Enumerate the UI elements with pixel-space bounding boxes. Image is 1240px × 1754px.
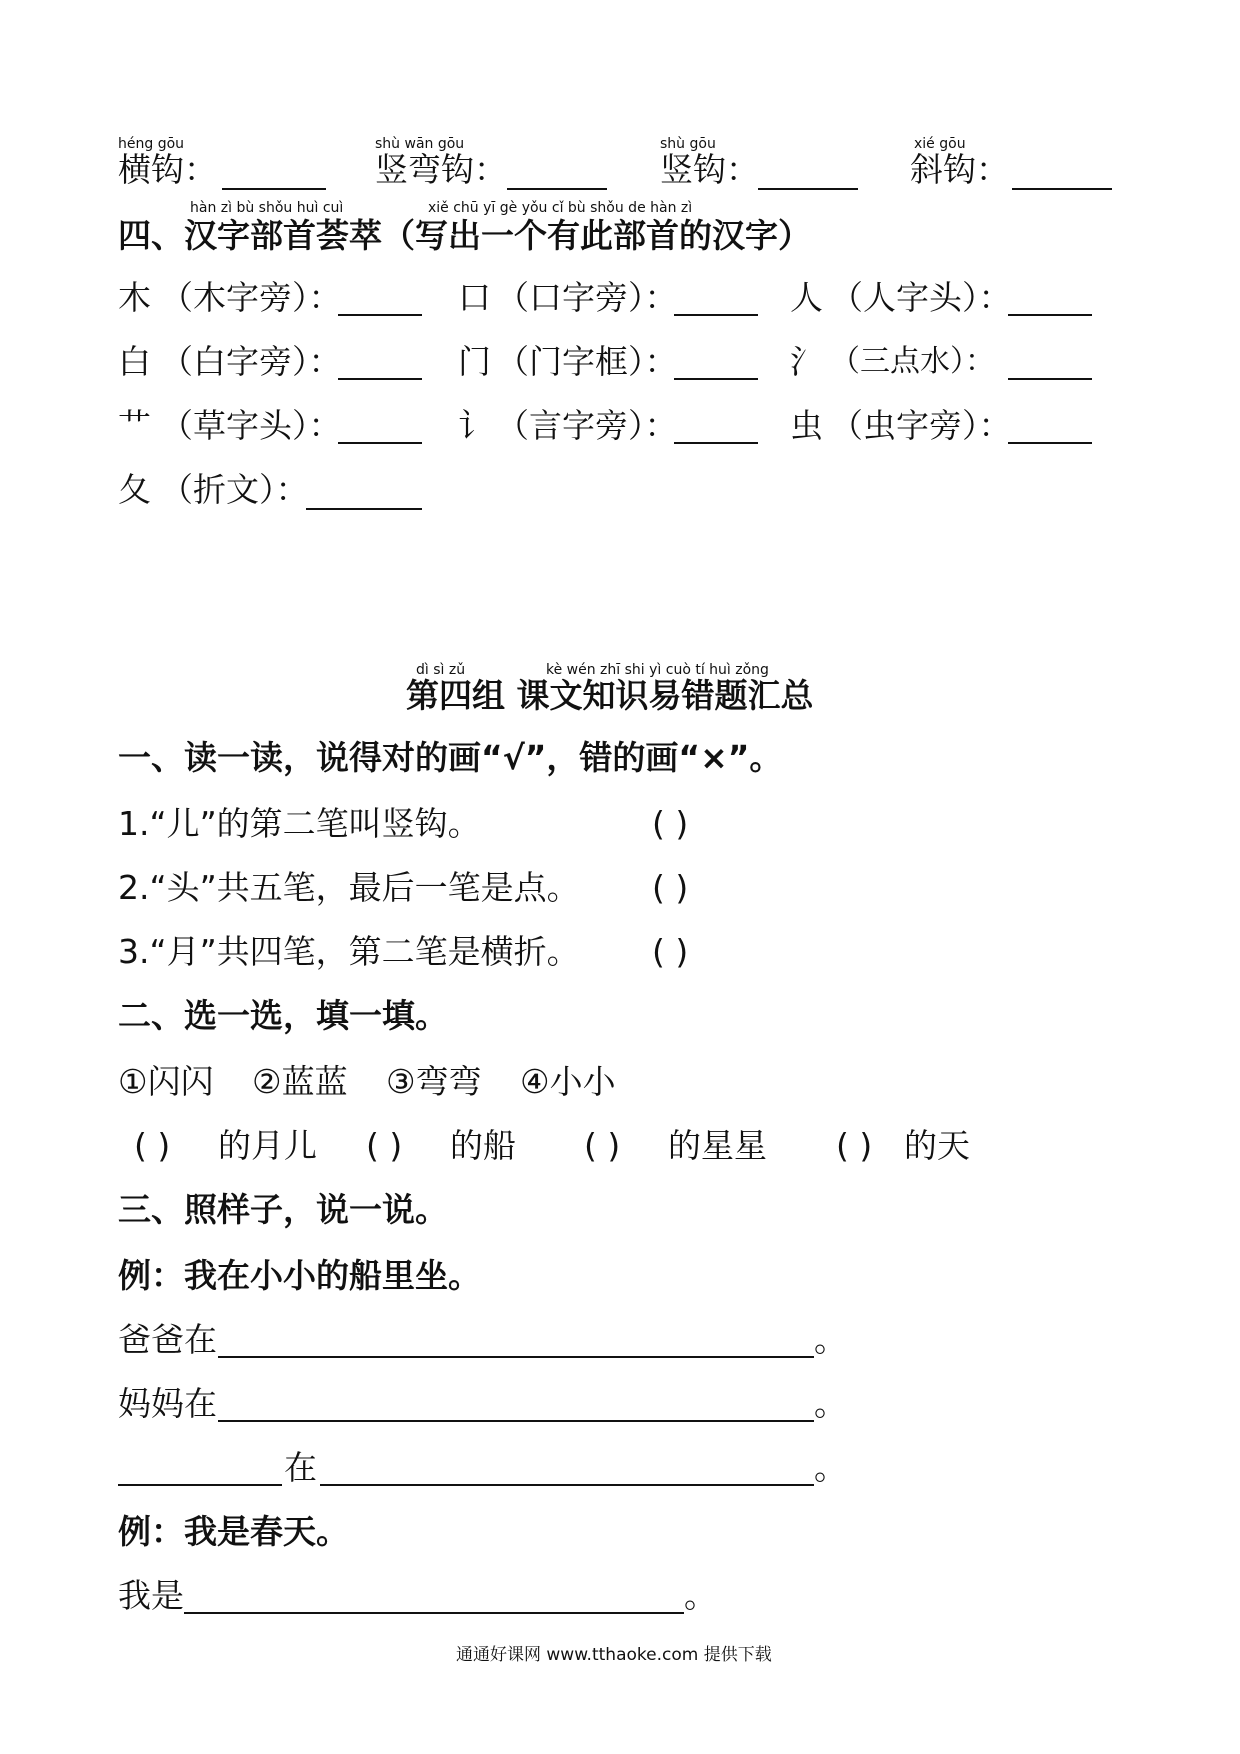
example-sentence: 例：我在小小的船里坐。 bbox=[118, 1256, 481, 1295]
radical-name: （人字头）： bbox=[830, 278, 1012, 317]
sentence-mid: 在 bbox=[284, 1448, 317, 1487]
fill-text: 的天 bbox=[904, 1126, 970, 1165]
answer-paren[interactable]: ( ) bbox=[652, 868, 689, 907]
option: ③弯弯 bbox=[386, 1062, 482, 1101]
answer-blank[interactable] bbox=[320, 1484, 814, 1486]
pinyin: héng gōu bbox=[118, 136, 185, 152]
question-text: 2.“头”共五笔，最后一笔是点。 bbox=[118, 868, 580, 907]
answer-blank[interactable] bbox=[306, 508, 422, 510]
radical-name: （口字旁）： bbox=[496, 278, 678, 317]
pinyin: kè wén zhī shi yì cuò tí huì zǒng bbox=[546, 662, 769, 678]
pinyin: shù gōu bbox=[660, 136, 716, 152]
sentence-period: 。 bbox=[814, 1448, 847, 1487]
pinyin: xiě chū yī gè yǒu cǐ bù shǒu de hàn zì bbox=[428, 200, 693, 216]
stroke-label: 竖钩： bbox=[660, 150, 759, 189]
stroke-label: 斜钩： bbox=[910, 150, 1009, 189]
option: ④小小 bbox=[520, 1062, 616, 1101]
answer-blank[interactable] bbox=[222, 188, 326, 190]
answer-blank[interactable] bbox=[507, 188, 607, 190]
pinyin: hàn zì bù shǒu huì cuì bbox=[190, 200, 344, 216]
radical-char: 夂 bbox=[118, 470, 151, 509]
fill-text: 的船 bbox=[450, 1126, 516, 1165]
section-heading: 二、选一选，填一填。 bbox=[118, 996, 448, 1035]
answer-blank[interactable] bbox=[1012, 188, 1112, 190]
radical-name: （门字框）： bbox=[496, 342, 678, 381]
radical-char: 虫 bbox=[790, 406, 823, 445]
radical-name: （言字旁）： bbox=[496, 406, 678, 445]
fill-text: 的星星 bbox=[668, 1126, 767, 1165]
answer-blank[interactable] bbox=[674, 442, 758, 444]
question-text: 1.“儿”的第二笔叫竖钩。 bbox=[118, 804, 481, 843]
answer-blank[interactable] bbox=[118, 1484, 282, 1486]
answer-blank[interactable] bbox=[218, 1356, 814, 1358]
sentence-period: 。 bbox=[814, 1320, 847, 1359]
example-sentence: 例：我是春天。 bbox=[118, 1512, 349, 1551]
radical-char: 白 bbox=[118, 342, 151, 381]
answer-paren[interactable]: ( ) bbox=[652, 804, 689, 843]
option: ②蓝蓝 bbox=[252, 1062, 348, 1101]
answer-blank[interactable] bbox=[338, 442, 422, 444]
answer-blank[interactable] bbox=[218, 1420, 814, 1422]
radical-name: （木字旁）： bbox=[160, 278, 342, 317]
section-heading: 三、照样子，说一说。 bbox=[118, 1190, 448, 1229]
stroke-label: 竖弯钩： bbox=[375, 150, 507, 189]
question-text: 3.“月”共四笔，第二笔是横折。 bbox=[118, 932, 580, 971]
section-heading: 四、汉字部首荟萃（写出一个有此部首的汉字） bbox=[118, 216, 811, 255]
radical-name: （虫字旁）： bbox=[830, 406, 1012, 445]
radical-char: 氵 bbox=[790, 342, 823, 381]
answer-blank[interactable] bbox=[1008, 442, 1092, 444]
radical-name: （草字头）： bbox=[160, 406, 342, 445]
radical-name: （白字旁）： bbox=[160, 342, 342, 381]
answer-paren[interactable]: ( ) bbox=[584, 1126, 621, 1165]
answer-blank[interactable] bbox=[184, 1612, 684, 1614]
answer-paren[interactable]: ( ) bbox=[366, 1126, 403, 1165]
group-title: 第四组 课文知识易错题汇总 bbox=[406, 676, 814, 715]
section-heading: 一、读一读，说得对的画“√”，错的画“×”。 bbox=[118, 738, 783, 777]
stroke-label: 横钩： bbox=[118, 150, 217, 189]
radical-name: （三点水）： bbox=[830, 344, 995, 379]
answer-paren[interactable]: ( ) bbox=[652, 932, 689, 971]
footer-credit: 通通好课网 www.tthaoke.com 提供下载 bbox=[456, 1645, 772, 1665]
radical-char: 讠 bbox=[458, 406, 491, 445]
sentence-period: 。 bbox=[684, 1576, 717, 1615]
sentence-start: 我是 bbox=[118, 1576, 184, 1615]
radical-name: （折文）： bbox=[160, 470, 309, 509]
radical-char: 门 bbox=[458, 342, 491, 381]
sentence-period: 。 bbox=[814, 1384, 847, 1423]
sentence-start: 妈妈在 bbox=[118, 1384, 217, 1423]
answer-blank[interactable] bbox=[674, 314, 758, 316]
pinyin: dì sì zǔ bbox=[416, 662, 466, 678]
answer-blank[interactable] bbox=[758, 188, 858, 190]
radical-char: 人 bbox=[790, 278, 823, 317]
radical-char: 木 bbox=[118, 278, 151, 317]
fill-text: 的月儿 bbox=[218, 1126, 317, 1165]
sentence-start: 爸爸在 bbox=[118, 1320, 217, 1359]
option: ①闪闪 bbox=[118, 1062, 214, 1101]
answer-blank[interactable] bbox=[338, 378, 422, 380]
pinyin: xié gōu bbox=[914, 136, 966, 152]
answer-blank[interactable] bbox=[1008, 378, 1092, 380]
radical-char: 口 bbox=[458, 278, 491, 317]
answer-paren[interactable]: ( ) bbox=[836, 1126, 873, 1165]
answer-paren[interactable]: ( ) bbox=[134, 1126, 171, 1165]
pinyin: shù wān gōu bbox=[375, 136, 465, 152]
answer-blank[interactable] bbox=[338, 314, 422, 316]
answer-blank[interactable] bbox=[674, 378, 758, 380]
answer-blank[interactable] bbox=[1008, 314, 1092, 316]
radical-char: 艹 bbox=[118, 406, 151, 445]
